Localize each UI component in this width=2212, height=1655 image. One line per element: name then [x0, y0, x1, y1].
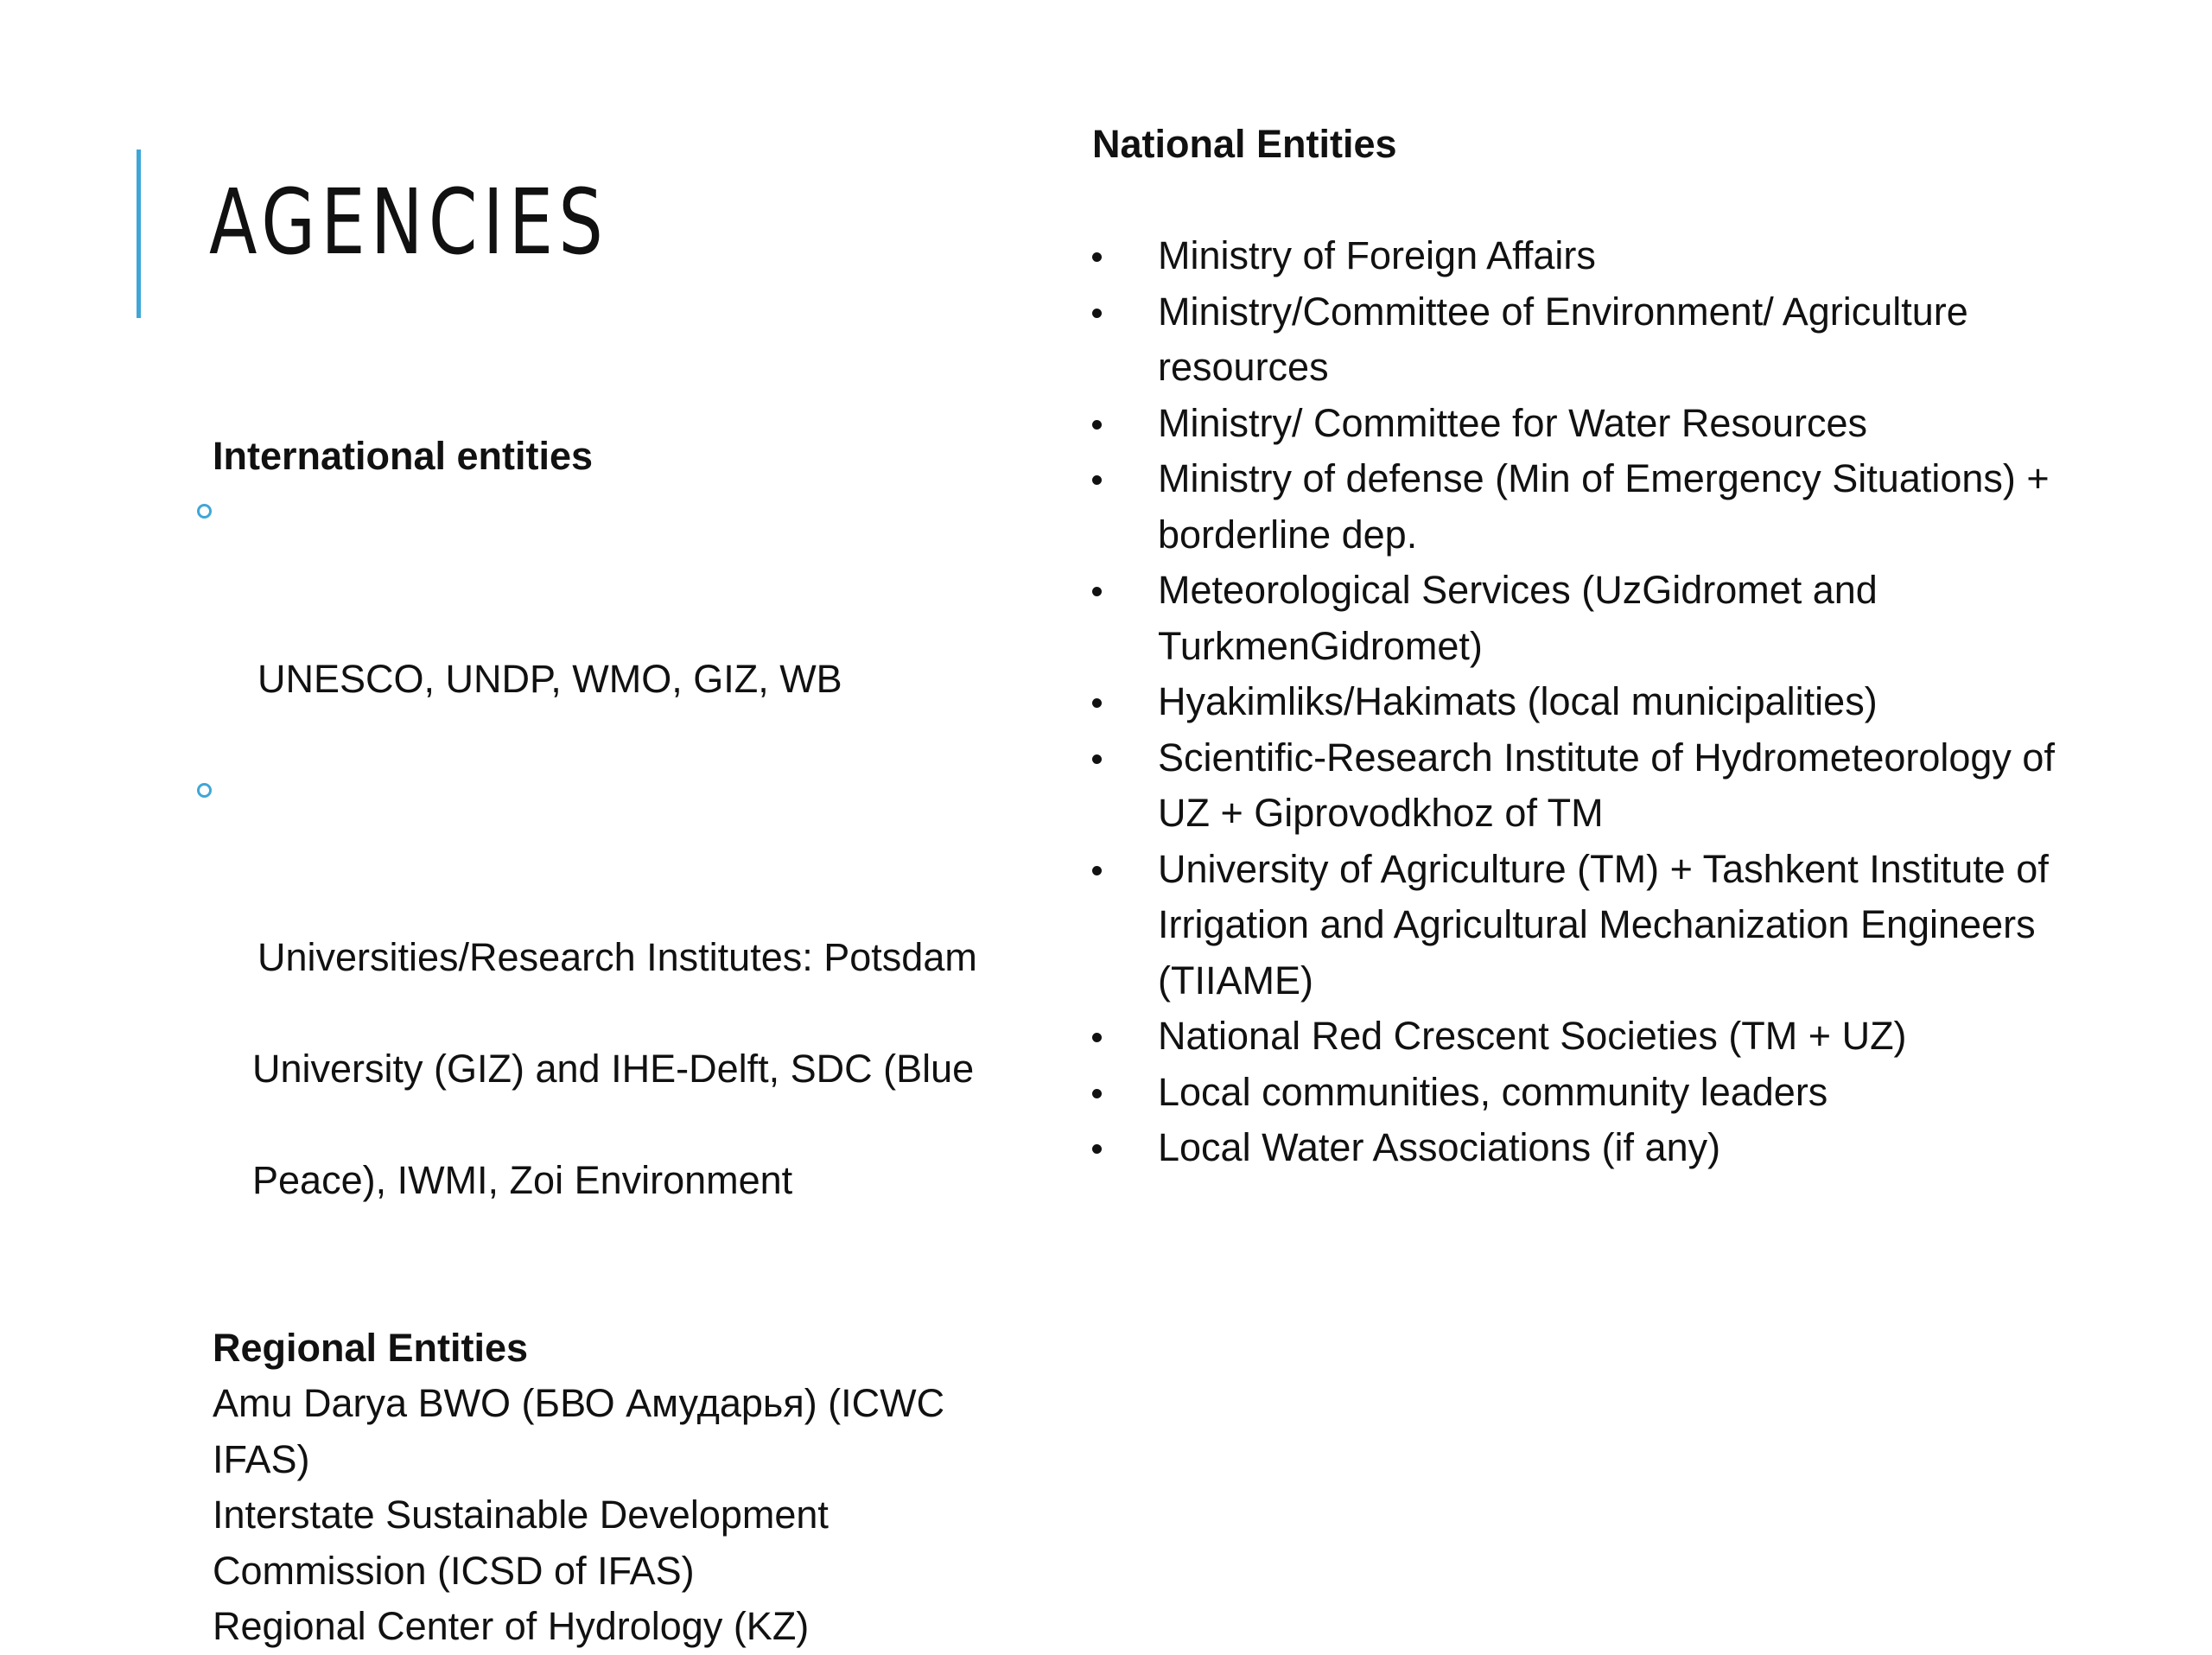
bullet-dot-icon — [1092, 252, 1102, 262]
list-item — [1092, 1065, 2129, 1121]
list-item-line: borderline dep. — [1158, 512, 1418, 557]
title-accent-bar — [137, 150, 141, 318]
list-item-line: Universities/Research Institutes: Potsdam — [257, 935, 977, 979]
list-item: Regional Center of Hydrology (KZ) — [213, 1604, 810, 1648]
list-item-line: University (GIZ) and IHE-Delft, SDC (Blue — [252, 1047, 975, 1091]
bullet-dot-icon — [1092, 475, 1102, 485]
list-item — [1092, 396, 2129, 452]
list-item — [1092, 730, 2129, 842]
national-list — [1092, 228, 2129, 1176]
bullet-dot-icon — [1092, 420, 1102, 430]
list-item-line: Ministry/ Committee for Water Resources — [1158, 400, 1868, 445]
list-item-line: Ministry/Committee of Environment/ Agriculture — [1158, 289, 1968, 334]
circle-bullet-icon — [197, 783, 212, 798]
bullet-dot-icon — [1092, 698, 1102, 708]
circle-bullet-icon — [197, 504, 212, 519]
left-column — [213, 429, 1025, 1655]
list-item-line: TurkmenGidromet) — [1158, 623, 1483, 668]
bullet-dot-icon — [1092, 754, 1102, 764]
list-item — [1092, 1120, 2129, 1176]
list-item: IFAS) — [213, 1436, 310, 1481]
list-item: Commission (ICSD of IFAS) — [213, 1548, 695, 1593]
regional-list — [213, 1376, 1025, 1655]
bullet-dot-icon — [1092, 1089, 1102, 1098]
list-item-line: Ministry of defense (Min of Emergency Situations) + — [1158, 456, 2050, 500]
list-item — [1092, 451, 2129, 563]
list-item-line: Ministry of Foreign Affairs — [1158, 233, 1596, 277]
national-heading: National Entities — [1092, 122, 1397, 166]
international-heading: International entities — [213, 434, 594, 478]
list-item — [213, 763, 1025, 1265]
list-item-line: resources — [1158, 345, 1329, 389]
list-item-line: Peace), IWMI, Zoi Environment — [252, 1158, 793, 1202]
list-item-line: Meteorological Services (UzGidromet and — [1158, 568, 1878, 612]
bullet-dot-icon — [1092, 587, 1102, 596]
bullet-dot-icon — [1092, 309, 1102, 318]
list-item — [1092, 674, 2129, 730]
list-item-line: Scientific-Research Institute of Hydrometeorology of — [1158, 735, 2055, 780]
list-item-line: National Red Crescent Societies (TM + UZ) — [1158, 1014, 1907, 1058]
bullet-dot-icon — [1092, 1144, 1102, 1154]
bullet-dot-icon — [1092, 1033, 1102, 1042]
list-item: Interstate Sustainable Development — [213, 1493, 829, 1537]
list-item-line: Local communities, community leaders — [1158, 1069, 1828, 1114]
list-item-line: (TIIAME) — [1158, 958, 1313, 1003]
bullet-dot-icon — [1092, 866, 1102, 875]
list-item — [213, 484, 1025, 763]
list-item — [1092, 284, 2129, 396]
list-item — [1092, 1009, 2129, 1065]
slide-title: AGENCIES — [209, 169, 609, 275]
list-item — [1092, 563, 2129, 674]
right-column — [1092, 117, 2129, 1176]
list-item-line: Hyakimliks/Hakimats (local municipalities) — [1158, 679, 1878, 723]
list-item-line: UNESCO, UNDP, WMO, GIZ, WB — [257, 656, 842, 701]
list-item: Amu Darya BWO (БВО Амударья) (ICWC — [213, 1381, 945, 1425]
regional-heading: Regional Entities — [213, 1326, 529, 1370]
list-item — [1092, 842, 2129, 1009]
list-item — [1092, 228, 2129, 284]
list-item-line: Irrigation and Agricultural Mechanization Engineers — [1158, 902, 2036, 946]
list-item-line: Local Water Associations (if any) — [1158, 1125, 1721, 1169]
list-item-line: University of Agriculture (TM) + Tashkent Institute of — [1158, 846, 2049, 891]
international-list — [213, 484, 1025, 1264]
list-item-line: UZ + Giprovodkhoz of TM — [1158, 791, 1604, 835]
